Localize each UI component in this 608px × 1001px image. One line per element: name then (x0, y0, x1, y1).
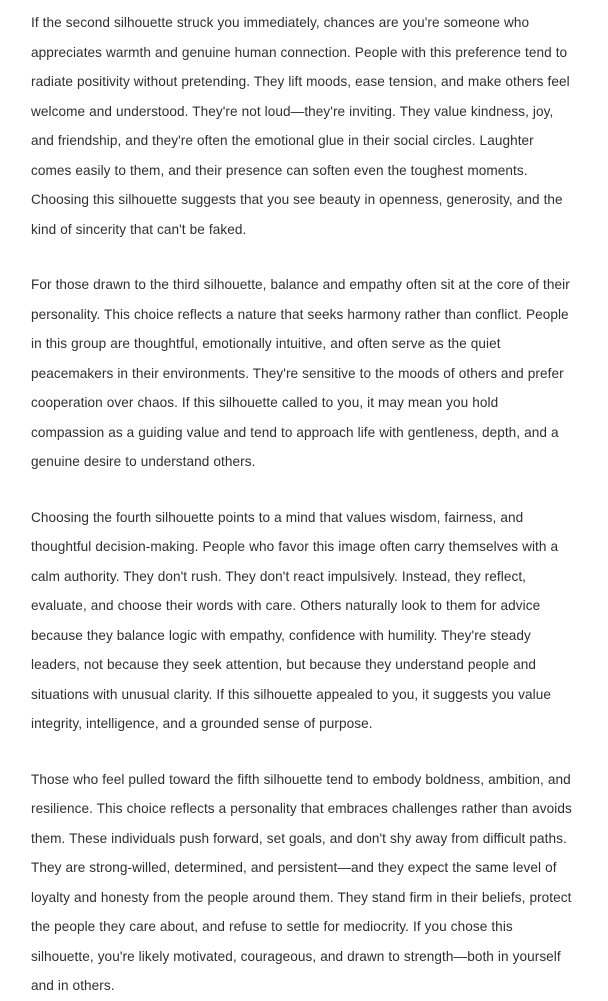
paragraph: For those drawn to the third silhouette, balance and empathy often sit at the core of their personality. This choice reflects a nature that seeks harmony rather than conflict. People in this group are thoughtful, emotionally intuitive, and often serve as the quiet peacemakers in their environments. They're sensitive to the moods of others and prefer cooperation over chaos. If this silhouette called to you, it may mean you hold compassion as a guiding value and tend to approach life with gentleness, depth, and a genuine desire to understand others. (31, 277, 570, 469)
paragraph: Those who feel pulled toward the fifth silhouette tend to embody boldness, ambition, and resilience. This choice reflects a personality that embraces challenges rather than avoids them. These individuals push forward, set goals, and don't shy away from difficult paths. They are strong-willed, determined, and persistent—and they expect the same level of loyalty and honesty from the people around them. They stand firm in their beliefs, protect the people they care about, and refuse to settle for mediocrity. If you chose this silhouette, you're likely motivated, courageous, and drawn to strength—both in yourself and in others. (31, 771, 572, 993)
paragraph: Choosing the fourth silhouette points to a mind that values wisdom, fairness, and thoughtful decision-making. People who favor this image often carry themselves with a calm authority. They don't rush. They don't react impulsively. Instead, they reflect, evaluate, and choose their words with care. Others naturally look to them for advice because they balance logic with empathy, confidence with humility. They're steady leaders, not because they seek attention, but because they understand people and situations with unusual clarity. If this silhouette appealed to you, it suggests you value integrity, intelligence, and a grounded sense of purpose. (31, 509, 559, 731)
article-body (31, 8, 575, 1001)
paragraph: If the second silhouette struck you immediately, chances are you're someone who appreciates warmth and genuine human connection. People with this preference tend to radiate positivity without pretending. They lift moods, ease tension, and make others feel welcome and understood. They're not loud—they're inviting. They value kindness, joy, and friendship, and they're often the emotional glue in their social circles. Laughter comes easily to them, and their presence can soften even the toughest moments. Choosing this silhouette suggests that you see beauty in openness, generosity, and the kind of sincerity that can't be faked. (31, 15, 570, 237)
